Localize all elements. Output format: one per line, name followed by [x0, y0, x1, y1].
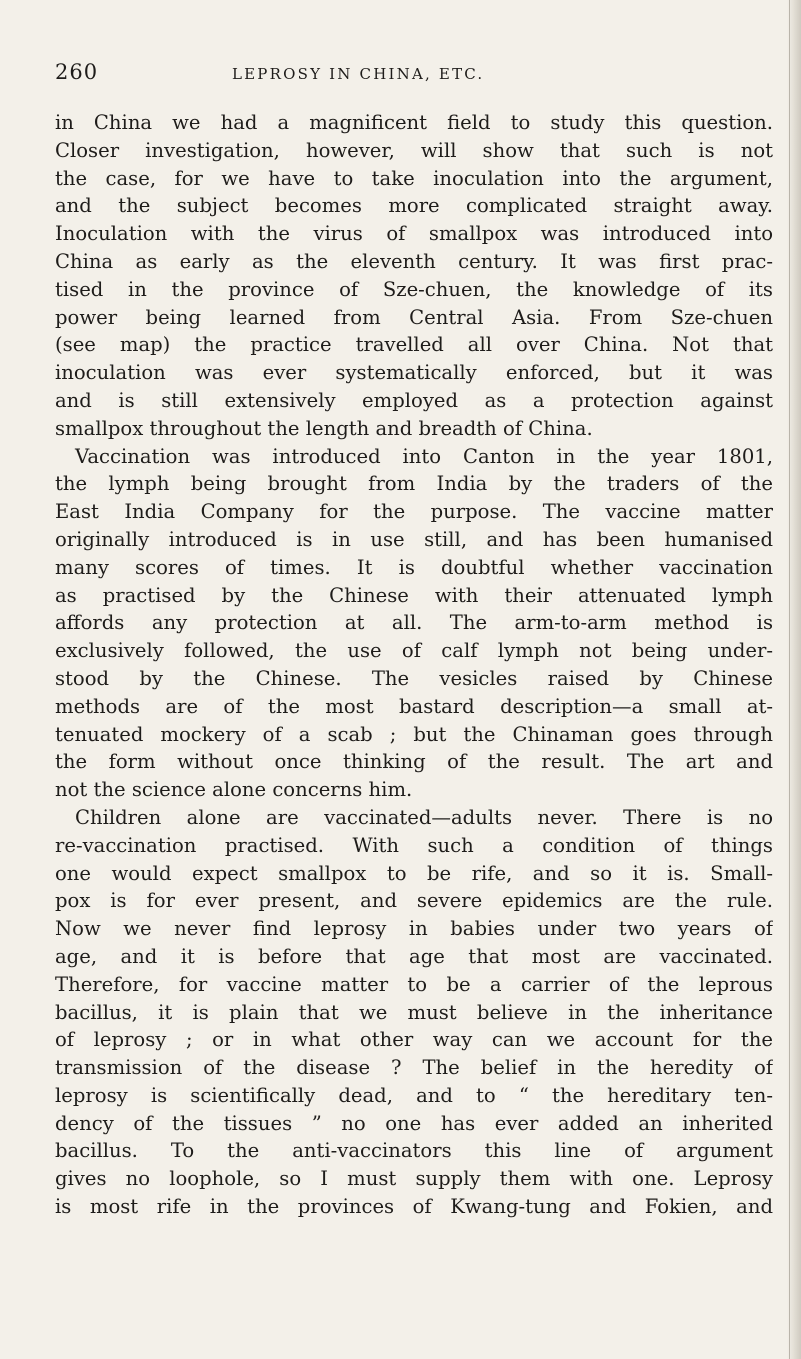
- text-line: and is still extensively employed as a protection against: [55, 388, 773, 412]
- text-line: Now we never find leprosy in babies under two years of: [55, 917, 773, 941]
- text-line: Therefore, for vaccine matter to be a carrier of the leprous: [55, 972, 773, 996]
- text-line: age, and it is before that age that most are vaccinated.: [55, 944, 773, 968]
- text-line: Vaccination was introduced into Canton in the year 1801,: [75, 444, 773, 468]
- text-line: not the science alone concerns him.: [55, 778, 413, 802]
- running-head: LEPROSY IN CHINA, ETC.: [232, 65, 485, 83]
- text-line: Inoculation with the virus of smallpox was introduced into: [55, 222, 773, 246]
- text-line: bacillus, it is plain that we must believe in the inheritance: [55, 1000, 773, 1024]
- text-line: re-vaccination practised. With such a condition of things: [55, 833, 773, 857]
- text-line: bacillus. To the anti-vaccinators this line of argument: [55, 1139, 773, 1163]
- text-line: East India Company for the purpose. The vaccine matter: [55, 500, 773, 524]
- text-line: Closer investigation, however, will show that such is not: [55, 138, 773, 162]
- text-line: many scores of times. It is doubtful whether vaccination: [55, 555, 773, 579]
- text-line: China as early as the eleventh century. It was first prac-: [55, 249, 773, 273]
- text-line: leprosy is scientifically dead, and to “ the hereditary ten-: [55, 1083, 773, 1107]
- text-line: smallpox throughout the length and breadth of China.: [55, 416, 593, 440]
- text-line: originally introduced is in use still, and has been humanised: [55, 527, 773, 551]
- text-line: the case, for we have to take inoculation into the argument,: [55, 166, 773, 190]
- text-line: (see map) the practice travelled all over China. Not that: [55, 333, 773, 357]
- text-line: inoculation was ever systematically enforced, but it was: [55, 361, 773, 385]
- text-line: gives no loophole, so I must supply them with one. Leprosy: [55, 1167, 773, 1191]
- text-line: dency of the tissues ” no one has ever added an inherited: [55, 1111, 773, 1135]
- text-line: stood by the Chinese. The vesicles raised by Chinese: [55, 666, 773, 690]
- text-line: and the subject becomes more complicated straight away.: [55, 194, 773, 218]
- text-line: one would expect smallpox to be rife, and so it is. Small-: [55, 861, 773, 885]
- text-line: exclusively followed, the use of calf lymph not being under-: [55, 639, 773, 663]
- text-line: transmission of the disease ? The belief in the heredity of: [55, 1056, 773, 1080]
- page-number: 260: [55, 60, 99, 84]
- text-line: tenuated mockery of a scab ; but the Chinaman goes through: [55, 722, 773, 746]
- text-line: in China we had a magnificent field to study this question.: [55, 111, 773, 134]
- text-line: Children alone are vaccinated—adults never. There is no: [75, 805, 773, 829]
- text-line: tised in the province of Sze-chuen, the knowledge of its: [55, 277, 773, 301]
- text-line: the form without once thinking of the result. The art and: [55, 750, 773, 774]
- text-line: pox is for ever present, and severe epidemics are the rule.: [55, 889, 773, 913]
- text-line: power being learned from Central Asia. From Sze-chuen: [55, 305, 773, 329]
- body-text: [55, 109, 773, 1221]
- text-line: the lymph being brought from India by the traders of the: [55, 472, 773, 496]
- text-line: of leprosy ; or in what other way can we account for the: [55, 1028, 773, 1052]
- text-line: methods are of the most bastard description—a small at-: [55, 694, 773, 718]
- text-line: affords any protection at all. The arm-to-arm method is: [55, 611, 773, 635]
- text-line: is most rife in the provinces of Kwang-tung and Fokien, and: [55, 1195, 773, 1219]
- text-line: as practised by the Chinese with their attenuated lymph: [55, 583, 773, 607]
- page-edge-line: [789, 0, 790, 1359]
